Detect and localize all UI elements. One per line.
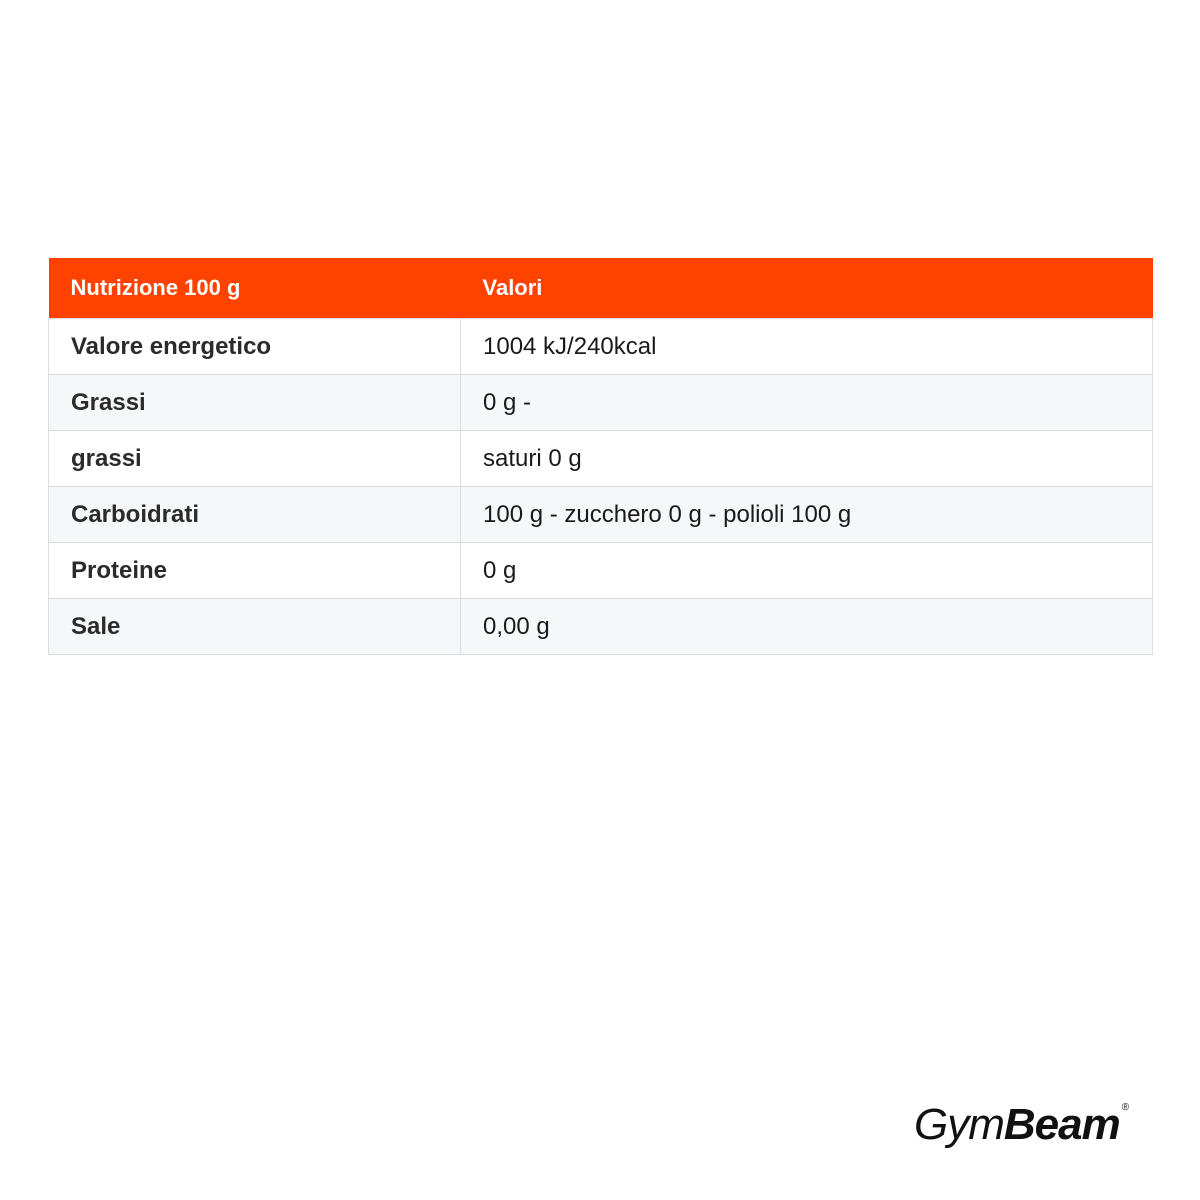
nutrition-table [48,258,1153,655]
row-label: Grassi [49,375,461,431]
row-label: Valore energetico [49,319,461,375]
registered-mark: ® [1121,1102,1129,1113]
row-label: grassi [49,431,461,487]
table-row [49,487,1153,543]
row-value: 0 g [461,543,1153,599]
table-row [49,319,1153,375]
header-values: Valori [461,258,1153,319]
row-value: 100 g - zucchero 0 g - polioli 100 g [461,487,1153,543]
row-value: saturi 0 g [461,431,1153,487]
row-value: 0 g - [461,375,1153,431]
gymbeam-logo [914,1100,1128,1150]
logo-text-beam: Beam [1003,1100,1120,1149]
table-row [49,431,1153,487]
row-label: Carboidrati [49,487,461,543]
row-value: 0,00 g [461,599,1153,655]
table-row [49,375,1153,431]
row-value: 1004 kJ/240kcal [461,319,1153,375]
row-label: Sale [49,599,461,655]
header-nutrition: Nutrizione 100 g [49,258,461,319]
logo-text-gym: Gym [914,1100,1004,1149]
table-header-row [49,258,1153,319]
table-row [49,543,1153,599]
table-row [49,599,1153,655]
row-label: Proteine [49,543,461,599]
